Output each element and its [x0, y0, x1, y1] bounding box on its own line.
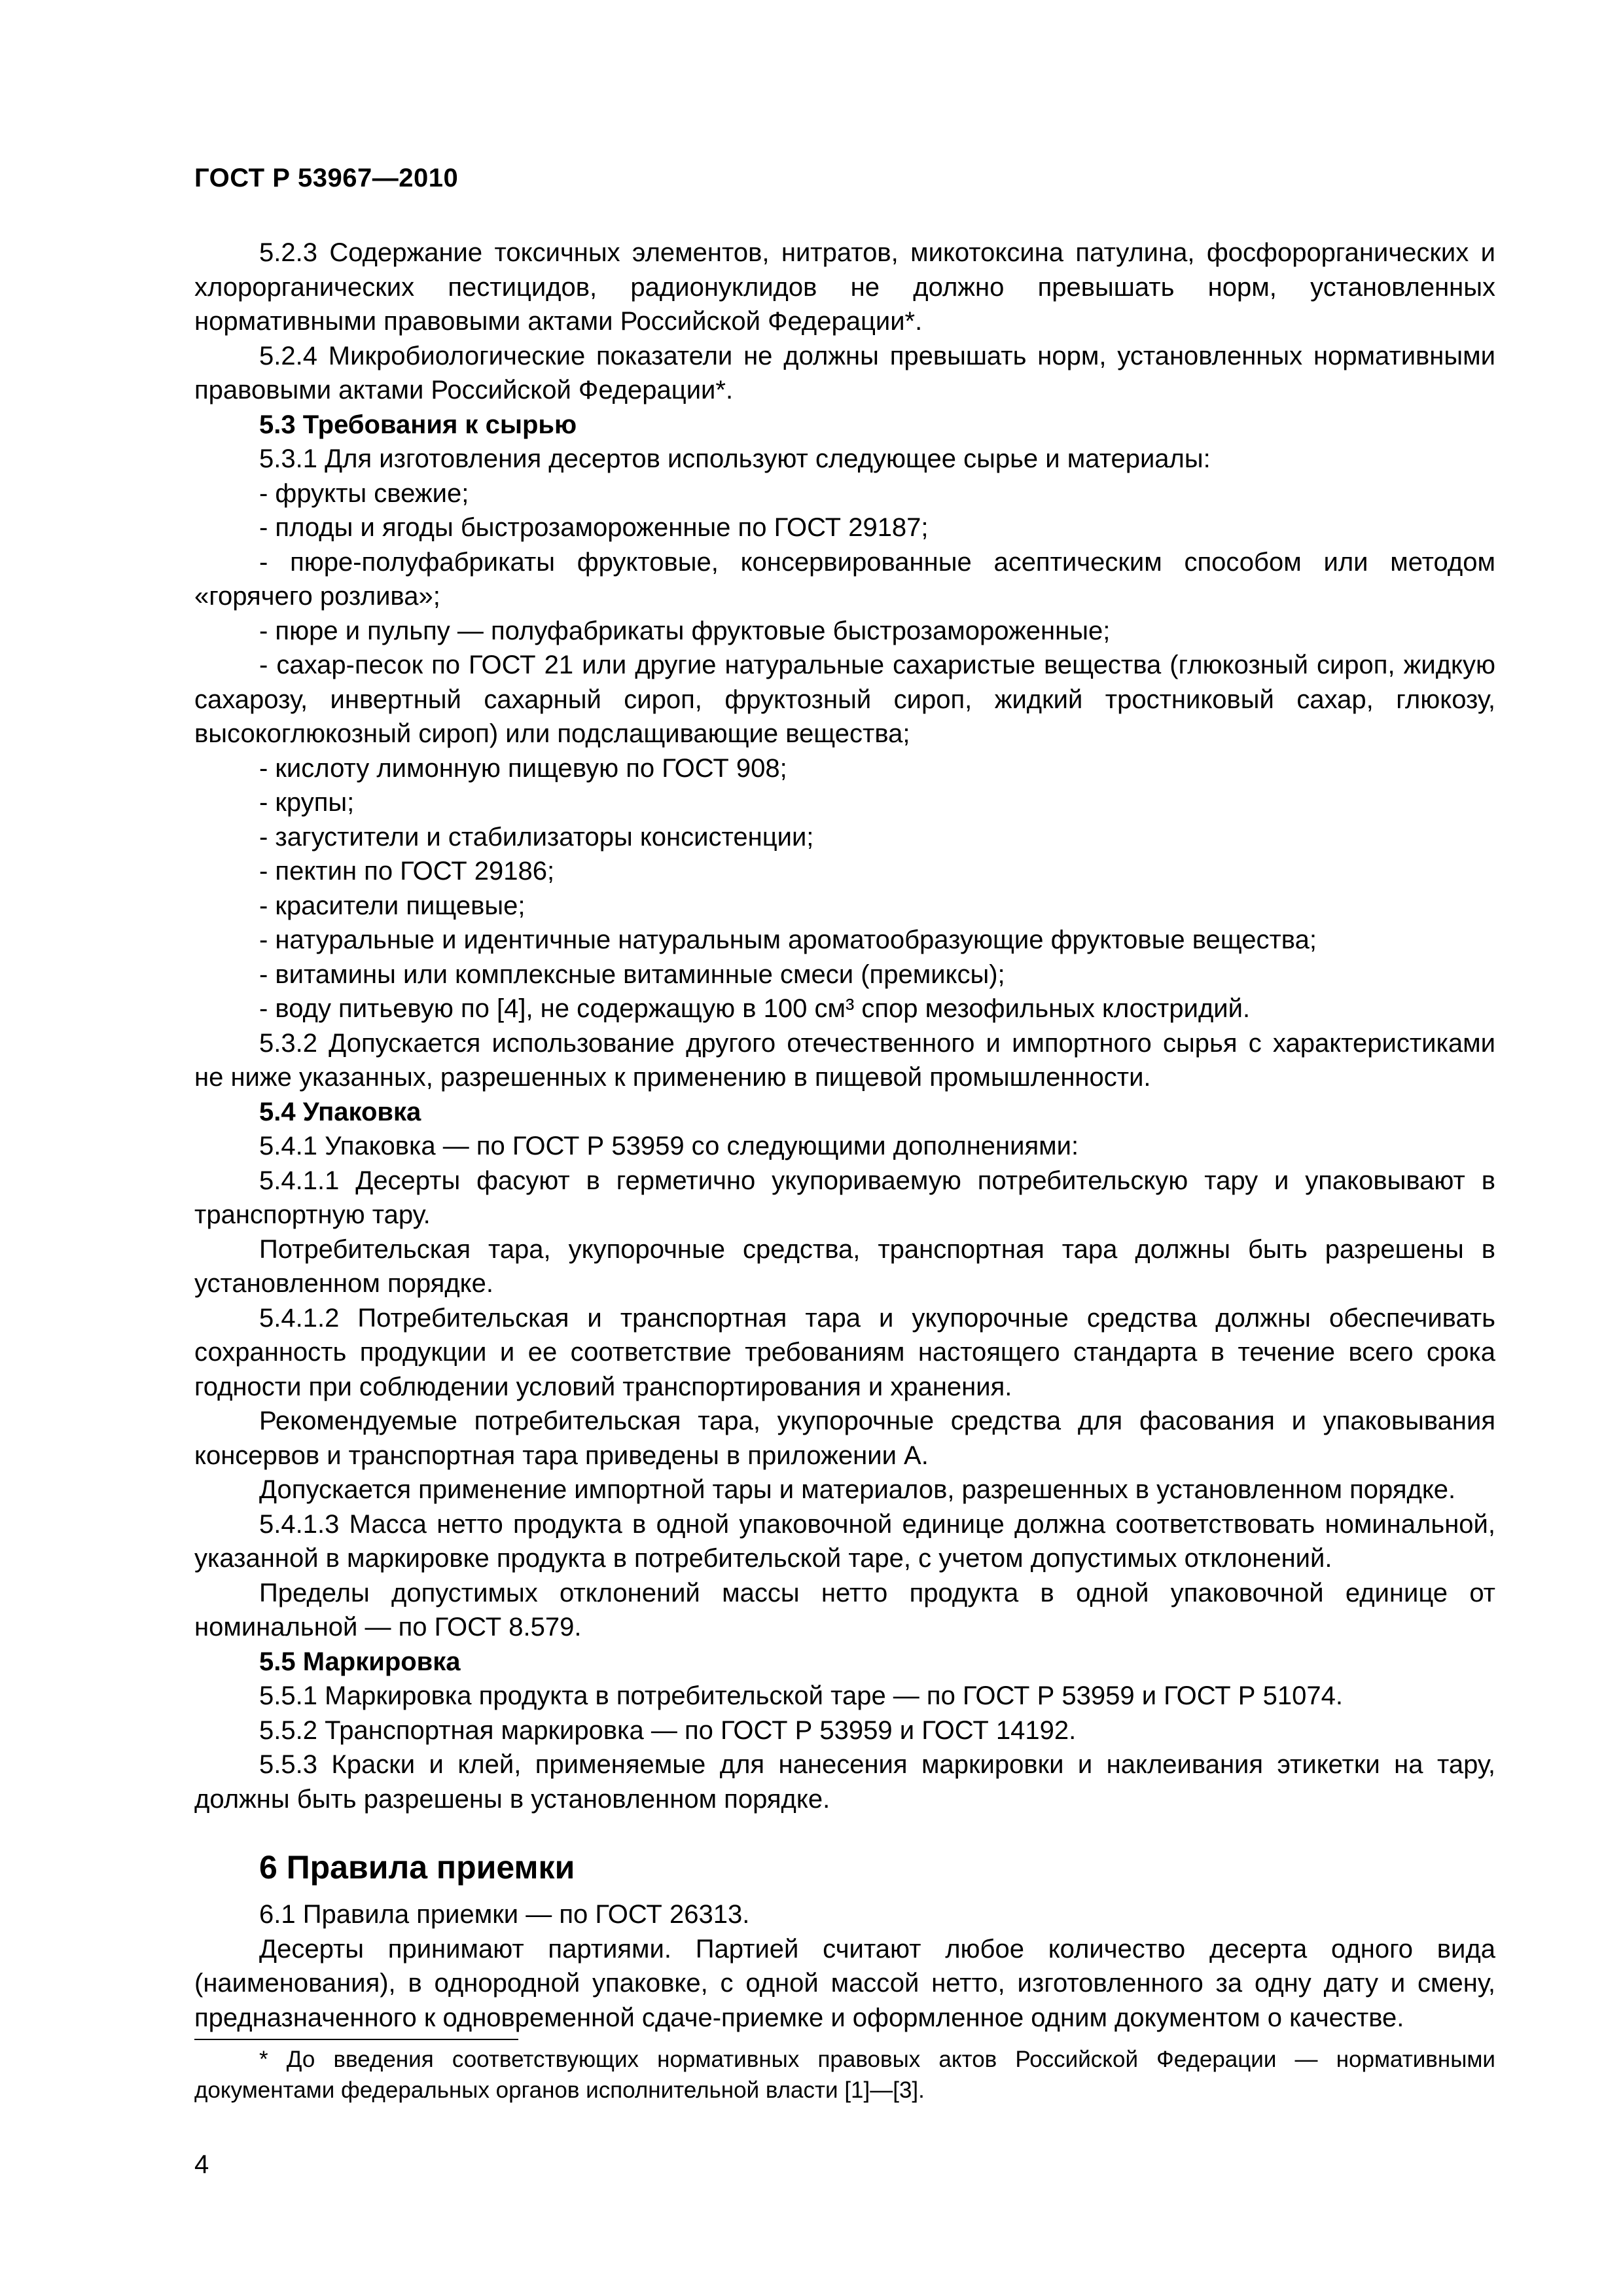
paragraph: 5.2.4 Микробиологические показатели не должны превышать норм, установленных нормативными правовыми актами Российской Федерации*.	[194, 341, 1495, 404]
paragraph: - пюре-полуфабрикаты фруктовые, консервированные асептическим способом или методом «горячего розлива»;	[194, 547, 1495, 611]
paragraph: Десерты принимают партиями. Партией считают любое количество десерта одного вида (наименования), в однородной упаковке, с одной массой нетто, изготовленного за одну дату и смену, предназначенного к одновременной сдаче-приемке и оформленное одним документом о качестве.	[194, 1934, 1495, 2032]
paragraph: - кислоту лимонную пищевую по ГОСТ 908;	[259, 753, 787, 783]
paragraph: 5.4.1.3 Масса нетто продукта в одной упаковочной единице должна соответствовать номинальной, указанной в маркировке продукта в потребительской таре, с учетом допустимых отклонений.	[194, 1509, 1495, 1573]
paragraph: - пюре и пульпу — полуфабрикаты фруктовые быстрозамороженные;	[259, 616, 1111, 645]
document-body	[194, 236, 1495, 2106]
paragraph: 5.2.3 Содержание токсичных элементов, нитратов, микотоксина патулина, фосфорорганических и хлорорганических пестицидов, радионуклидов не должно превышать норм, установленных нормативными правовыми актами Российской Федерации*.	[194, 238, 1495, 336]
paragraph: 5.5.3 Краски и клей, применяемые для нанесения маркировки и наклеивания этикетки на тару, должны быть разрешены в установленном порядке.	[194, 1750, 1495, 1814]
paragraph: - красители пищевые;	[259, 891, 526, 920]
paragraph: Рекомендуемые потребительская тара, укупорочные средства для фасования и упаковывания консервов и транспортная тара приведены в приложении А.	[194, 1407, 1495, 1470]
paragraph: - сахар-песок по ГОСТ 21 или другие натуральные сахаристые вещества (глюкозный сироп, жидкую сахарозу, инвертный сахарный сироп, фруктозный сироп, жидкий тростниковый сахар, глюкозу, высокоглюкозный сироп) или подслащивающие вещества;	[194, 651, 1495, 748]
paragraph: - плоды и ягоды быстрозамороженные по ГОСТ 29187;	[259, 513, 929, 542]
document-header: ГОСТ Р 53967—2010	[194, 164, 459, 192]
section-heading: 5.4 Упаковка	[259, 1097, 421, 1126]
chapter-heading: 6 Правила приемки	[259, 1849, 575, 1886]
section-heading: 5.5 Маркировка	[259, 1647, 461, 1676]
paragraph: 5.3.1 Для изготовления десертов используют следующее сырье и материалы:	[259, 444, 1211, 473]
paragraph: - фрукты свежие;	[259, 478, 469, 508]
page-number: 4	[194, 2150, 209, 2179]
paragraph: 5.5.2 Транспортная маркировка — по ГОСТ Р 53959 и ГОСТ 14192.	[259, 1715, 1077, 1745]
paragraph: 5.4.1.2 Потребительская и транспортная тара и укупорочные средства должны обеспечивать сохранность продукции и ее соответствие требованиям настоящего стандарта в течение всего срока годности при соблюдении условий транспортирования и хранения.	[194, 1303, 1495, 1401]
paragraph: Допускается применение импортной тары и материалов, разрешенных в установленном порядке.	[259, 1475, 1456, 1504]
paragraph: 5.5.1 Маркировка продукта в потребительской таре — по ГОСТ Р 53959 и ГОСТ Р 51074.	[259, 1681, 1343, 1710]
section-heading: 5.3 Требования к сырью	[259, 410, 577, 439]
paragraph: 5.3.2 Допускается использование другого отечественного и импортного сырья с характеристиками не ниже указанных, разрешенных к применению в пищевой промышленности.	[194, 1028, 1495, 1092]
paragraph: - натуральные и идентичные натуральным ароматообразующие фруктовые вещества;	[259, 925, 1317, 954]
paragraph: 6.1 Правила приемки — по ГОСТ 26313.	[259, 1900, 750, 1929]
footnote: * До введения соответствующих нормативных правовых актов Российской Федерации — нормативными документами федеральных органов исполнительной власти [1]—[3].	[194, 2047, 1495, 2103]
paragraph: - витамины или комплексные витаминные смеси (премиксы);	[259, 960, 1005, 989]
paragraph: 5.4.1 Упаковка — по ГОСТ Р 53959 со следующими дополнениями:	[259, 1132, 1079, 1160]
paragraph: - воду питьевую по [4], не содержащую в 100 см³ спор мезофильных клостридий.	[259, 994, 1251, 1023]
paragraph: - загустители и стабилизаторы консистенции;	[259, 822, 814, 852]
paragraph: 5.4.1.1 Десерты фасуют в герметично укупориваемую потребительскую тару и упаковывают в транспортную тару.	[194, 1166, 1495, 1229]
paragraph: Потребительская тара, укупорочные средства, транспортная тара должны быть разрешены в установленном порядке.	[194, 1234, 1495, 1298]
paragraph: - пектин по ГОСТ 29186;	[259, 857, 555, 886]
footnote-separator	[194, 2039, 518, 2040]
paragraph: - крупы;	[259, 788, 355, 817]
paragraph: Пределы допустимых отклонений массы нетто продукта в одной упаковочной единице от номинальной — по ГОСТ 8.579.	[194, 1578, 1495, 1641]
